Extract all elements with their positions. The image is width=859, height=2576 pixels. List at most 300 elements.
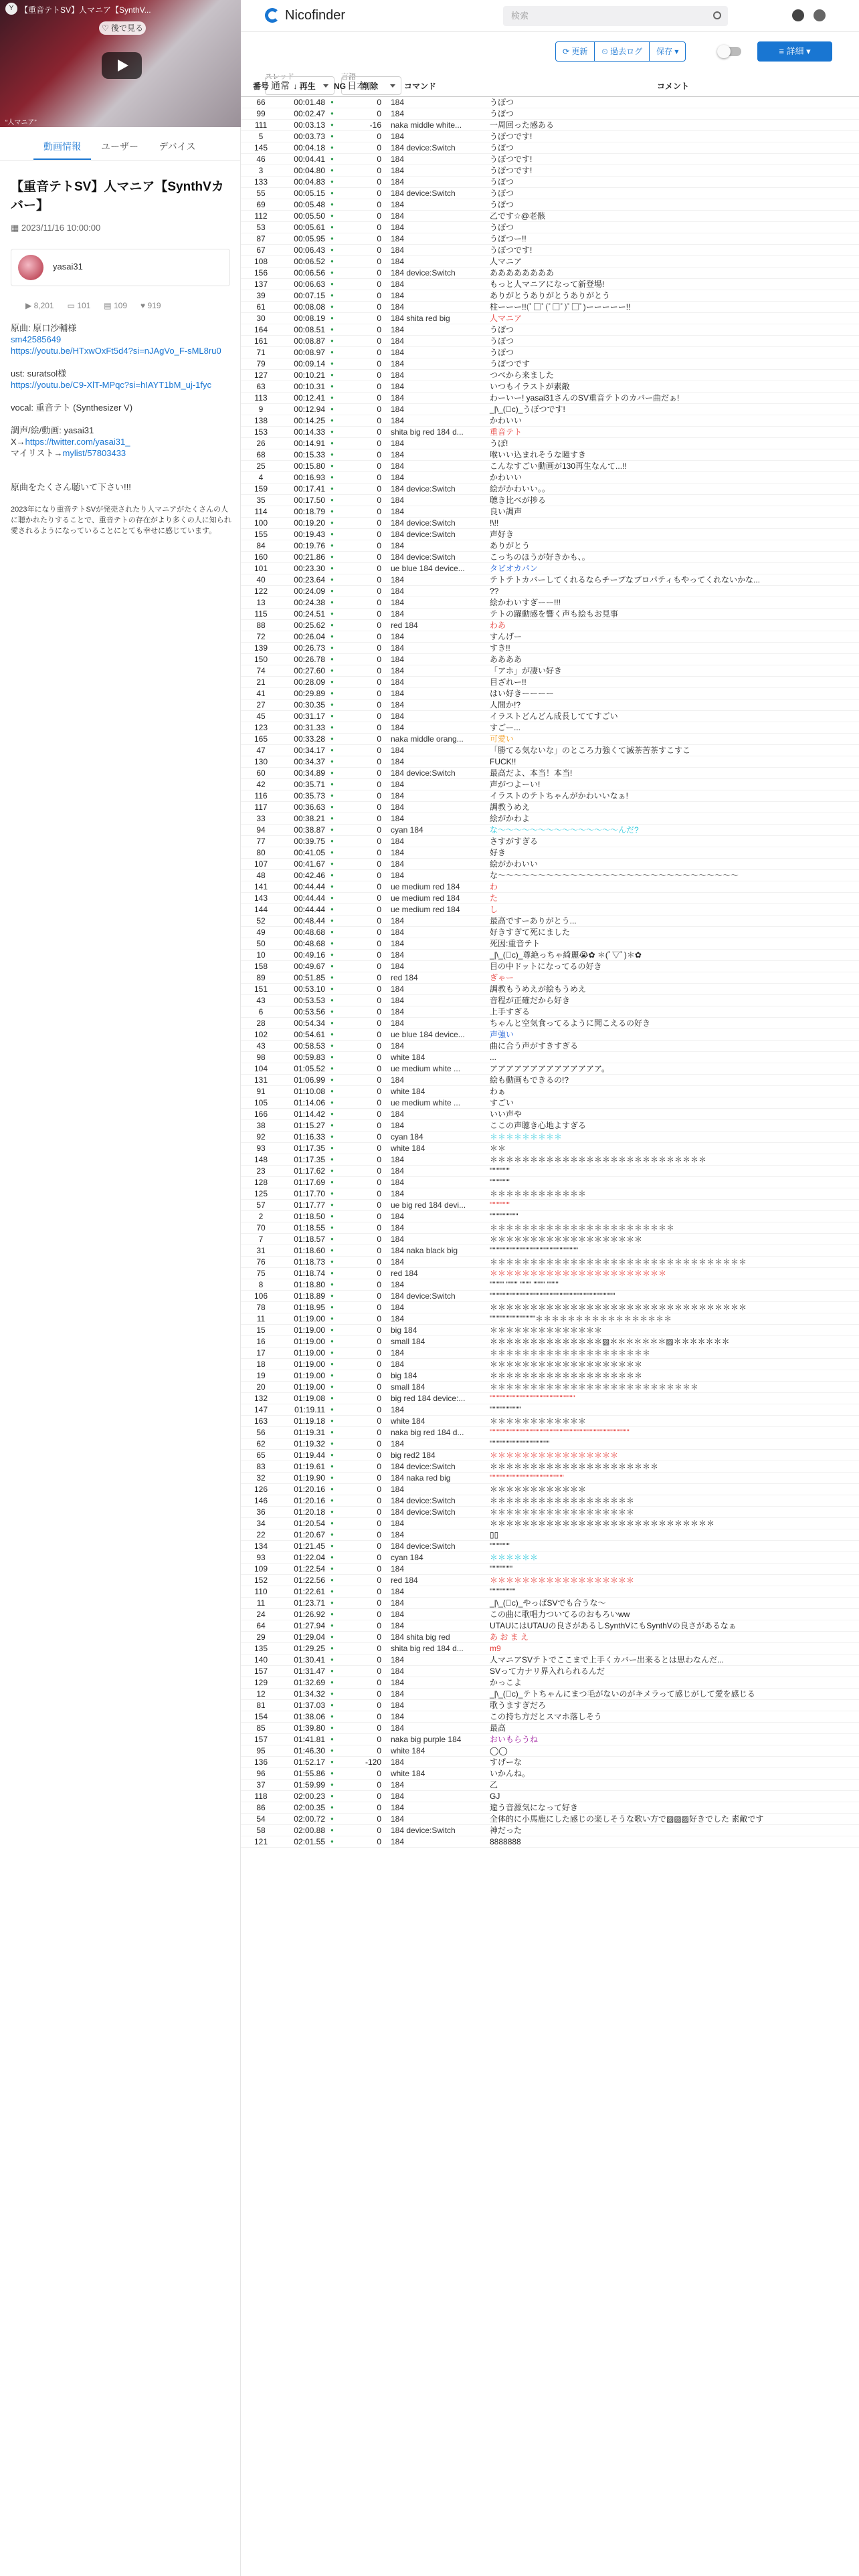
table-row[interactable] [241, 517, 859, 528]
row-delete-score: 0 [352, 1597, 388, 1608]
table-row[interactable] [241, 551, 859, 562]
table-row[interactable] [241, 540, 859, 551]
tab-user[interactable]: ユーザー [101, 141, 138, 152]
table-row[interactable] [241, 903, 859, 915]
row-comment: すんげー [487, 631, 859, 642]
table-row[interactable] [241, 653, 859, 665]
tab-device[interactable]: デバイス [159, 141, 196, 152]
table-row[interactable] [241, 858, 859, 869]
table-row[interactable] [241, 1813, 859, 1824]
row-ng-dot: ● [328, 312, 352, 324]
table-row[interactable] [241, 1074, 859, 1085]
col-comment[interactable]: コメント [487, 76, 859, 96]
col-delete[interactable]: 削除 [352, 76, 388, 96]
table-row[interactable] [241, 1790, 859, 1802]
row-playback-time: 01:19.61 [281, 1461, 328, 1472]
table-row[interactable] [241, 1358, 859, 1370]
row-playback-time: 01:37.03 [281, 1699, 328, 1711]
table-row[interactable] [241, 108, 859, 119]
table-row[interactable] [241, 1029, 859, 1040]
table-row[interactable] [241, 1392, 859, 1404]
table-row[interactable] [241, 1017, 859, 1029]
row-command: 184 [388, 1313, 487, 1324]
table-row[interactable] [241, 1404, 859, 1415]
table-row[interactable] [241, 1176, 859, 1188]
row-number: 165 [241, 733, 281, 744]
table-row[interactable] [241, 699, 859, 710]
table-row[interactable] [241, 165, 859, 176]
table-row[interactable] [241, 278, 859, 290]
row-delete-score: 0 [352, 915, 388, 926]
table-row[interactable] [241, 1495, 859, 1506]
table-row[interactable] [241, 915, 859, 926]
table-row[interactable] [241, 778, 859, 790]
table-row[interactable] [241, 1256, 859, 1267]
table-row[interactable] [241, 1426, 859, 1438]
table-row[interactable] [241, 824, 859, 835]
table-row[interactable] [241, 1688, 859, 1699]
table-row[interactable] [241, 153, 859, 165]
table-row[interactable] [241, 1620, 859, 1631]
table-row[interactable] [241, 483, 859, 494]
table-row[interactable] [241, 1097, 859, 1108]
table-row[interactable] [241, 142, 859, 153]
table-row[interactable] [241, 1438, 859, 1449]
row-playback-time: 00:30.35 [281, 699, 328, 710]
row-comment: 全体的に小馬鹿にした感じの楽しそうな歌い方で▨▨▨好きでした 素敵です [487, 1813, 859, 1824]
row-ng-dot: ● [328, 165, 352, 176]
refresh-button[interactable]: ⟳ 更新 [556, 42, 595, 61]
table-row[interactable] [241, 130, 859, 142]
row-command: 184 [388, 722, 487, 733]
row-number: 69 [241, 199, 281, 210]
table-row[interactable] [241, 267, 859, 278]
table-row[interactable] [241, 972, 859, 983]
table-row[interactable] [241, 1290, 859, 1301]
row-ng-dot: ● [328, 540, 352, 551]
row-comment: な〜〜〜〜〜〜〜〜〜〜〜〜〜〜〜んだ? [487, 824, 859, 835]
table-row[interactable] [241, 1165, 859, 1176]
row-playback-time: 01:39.80 [281, 1722, 328, 1733]
table-row[interactable] [241, 1370, 859, 1381]
row-command: 184 [388, 1347, 487, 1358]
row-number: 71 [241, 346, 281, 358]
desc-link[interactable]: https://youtu.be/HTxwOxFt5d4?si=nJAgVo_F-sML8ru0 [11, 346, 221, 356]
table-row[interactable] [241, 949, 859, 960]
thread-select[interactable]: 通常 [265, 76, 335, 95]
table-row[interactable] [241, 449, 859, 460]
table-row[interactable] [241, 631, 859, 642]
search-input[interactable]: 検索 [503, 6, 728, 26]
logo-icon[interactable] [265, 8, 280, 23]
table-row[interactable] [241, 176, 859, 187]
table-row[interactable] [241, 813, 859, 824]
row-ng-dot: ● [328, 1040, 352, 1051]
row-number: 166 [241, 1108, 281, 1119]
table-row[interactable] [241, 1245, 859, 1256]
row-playback-time: 00:48.44 [281, 915, 328, 926]
table-row[interactable] [241, 1131, 859, 1142]
row-number: 114 [241, 506, 281, 517]
table-row[interactable] [241, 255, 859, 267]
row-comment: ＊＊＊＊＊＊＊＊＊＊＊＊＊＊＊＊＊＊＊ [487, 1233, 859, 1245]
desc-link[interactable]: sm42585649 [11, 334, 62, 344]
table-row[interactable] [241, 210, 859, 221]
table-row[interactable] [241, 585, 859, 597]
table-row[interactable] [241, 494, 859, 506]
row-delete-score: 0 [352, 869, 388, 881]
table-row[interactable] [241, 722, 859, 733]
theme-icon[interactable] [814, 9, 826, 21]
table-row[interactable] [241, 1267, 859, 1279]
table-row[interactable] [241, 1563, 859, 1574]
row-playback-time: 01:19.00 [281, 1358, 328, 1370]
row-delete-score: 0 [352, 1654, 388, 1665]
row-playback-time: 00:04.41 [281, 153, 328, 165]
table-row[interactable] [241, 119, 859, 130]
row-number: 57 [241, 1199, 281, 1210]
row-ng-dot: ● [328, 881, 352, 892]
table-row[interactable] [241, 244, 859, 255]
table-row[interactable] [241, 1586, 859, 1597]
table-row[interactable] [241, 1733, 859, 1745]
table-row[interactable] [241, 801, 859, 813]
row-ng-dot: ● [328, 1017, 352, 1029]
table-row[interactable] [241, 1301, 859, 1313]
row-command: 184 [388, 1790, 487, 1802]
table-row[interactable] [241, 1210, 859, 1222]
table-row[interactable] [241, 324, 859, 335]
table-row[interactable] [241, 1540, 859, 1551]
table-row[interactable] [241, 1767, 859, 1779]
col-playback[interactable]: ↓ 再生 [281, 76, 328, 96]
table-row[interactable] [241, 369, 859, 381]
row-delete-score: 0 [352, 665, 388, 676]
table-row[interactable] [241, 1233, 859, 1245]
table-row[interactable] [241, 1836, 859, 1847]
col-ng[interactable]: NG [328, 76, 352, 96]
row-delete-score: 0 [352, 267, 388, 278]
table-row[interactable] [241, 1142, 859, 1154]
col-number[interactable]: 番号 [241, 76, 281, 96]
row-command: 184 [388, 199, 487, 210]
row-playback-time: 00:28.09 [281, 676, 328, 687]
row-ng-dot: ● [328, 551, 352, 562]
table-row[interactable] [241, 187, 859, 199]
table-row[interactable] [241, 1551, 859, 1563]
table-row[interactable] [241, 1574, 859, 1586]
table-row[interactable] [241, 938, 859, 949]
table-row[interactable] [241, 1529, 859, 1540]
table-row[interactable] [241, 1722, 859, 1733]
video-description [11, 322, 231, 536]
row-playback-time: 01:19.11 [281, 1404, 328, 1415]
table-row[interactable] [241, 460, 859, 471]
table-row[interactable] [241, 415, 859, 426]
table-row[interactable] [241, 1608, 859, 1620]
row-ng-dot: ● [328, 1290, 352, 1301]
desc-link[interactable]: https://twitter.com/yasai31_ [25, 437, 130, 447]
table-row[interactable] [241, 1665, 859, 1677]
table-row[interactable] [241, 1108, 859, 1119]
table-row[interactable] [241, 1745, 859, 1756]
row-delete-score: 0 [352, 290, 388, 301]
row-command: 184 [388, 1074, 487, 1085]
table-row[interactable] [241, 665, 859, 676]
table-row[interactable] [241, 1631, 859, 1642]
row-comment: すごい [487, 1097, 859, 1108]
desc-link[interactable]: mylist/57803433 [62, 448, 126, 458]
row-delete-score: 0 [352, 813, 388, 824]
row-playback-time: 00:33.28 [281, 733, 328, 744]
row-ng-dot: ● [328, 267, 352, 278]
table-row[interactable] [241, 1415, 859, 1426]
table-row[interactable] [241, 1802, 859, 1813]
video-thumbnail[interactable] [0, 0, 241, 127]
table-row[interactable] [241, 892, 859, 903]
table-row[interactable] [241, 574, 859, 585]
desc-link[interactable]: https://youtu.be/C9-XlT-MPqc?si=hIAYT1bM_uj-1fyc [11, 380, 211, 390]
table-row[interactable] [241, 1461, 859, 1472]
table-row[interactable] [241, 1324, 859, 1335]
row-command: 184 [388, 744, 487, 756]
table-row[interactable] [241, 1040, 859, 1051]
table-row[interactable] [241, 1279, 859, 1290]
table-row[interactable] [241, 926, 859, 938]
row-playback-time: 00:25.62 [281, 619, 328, 631]
view-count: ▶ 8,201 [25, 301, 54, 310]
table-row[interactable] [241, 847, 859, 858]
table-row[interactable] [241, 642, 859, 653]
table-row[interactable] [241, 1154, 859, 1165]
desc-line: マイリスト→mylist/57803433 [11, 448, 126, 458]
row-delete-score: 0 [352, 562, 388, 574]
row-delete-score: 0 [352, 790, 388, 801]
table-row[interactable] [241, 744, 859, 756]
row-number: 74 [241, 665, 281, 676]
row-number: 148 [241, 1154, 281, 1165]
row-playback-time: 01:19.00 [281, 1313, 328, 1324]
app-name[interactable]: Nicofinder [285, 8, 346, 23]
table-row[interactable] [241, 1483, 859, 1495]
table-row[interactable] [241, 403, 859, 415]
table-row[interactable] [241, 1063, 859, 1074]
table-row[interactable] [241, 1677, 859, 1688]
table-row[interactable] [241, 1506, 859, 1517]
row-playback-time: 00:04.80 [281, 165, 328, 176]
table-row[interactable] [241, 1449, 859, 1461]
row-comment: タビオカパン [487, 562, 859, 574]
table-row[interactable] [241, 437, 859, 449]
row-playback-time: 01:59.99 [281, 1779, 328, 1790]
row-delete-score: 0 [352, 1097, 388, 1108]
table-row[interactable] [241, 1756, 859, 1767]
table-row[interactable] [241, 710, 859, 722]
row-comment: 人マニアSVテトでここまで上手くカバー出来るとは思わなんだ... [487, 1654, 859, 1665]
table-row[interactable] [241, 1006, 859, 1017]
like-count: ♥ 919 [140, 301, 161, 310]
language-select[interactable]: 日本 [341, 76, 401, 95]
display-toggle[interactable] [719, 47, 741, 56]
table-row[interactable] [241, 1313, 859, 1324]
table-row[interactable] [241, 1711, 859, 1722]
table-row[interactable] [241, 426, 859, 437]
row-delete-score: 0 [352, 1074, 388, 1085]
table-row[interactable] [241, 597, 859, 608]
table-row[interactable] [241, 381, 859, 392]
table-row[interactable] [241, 1699, 859, 1711]
row-ng-dot: ● [328, 722, 352, 733]
row-number: 108 [241, 255, 281, 267]
save-button[interactable]: 保存 ▾ [656, 47, 679, 56]
row-number: 83 [241, 1461, 281, 1472]
table-row[interactable] [241, 471, 859, 483]
table-row[interactable] [241, 335, 859, 346]
table-row[interactable] [241, 301, 859, 312]
table-row[interactable] [241, 1051, 859, 1063]
table-row[interactable] [241, 619, 859, 631]
table-row[interactable] [241, 756, 859, 767]
row-playback-time: 00:04.83 [281, 176, 328, 187]
play-icon[interactable] [102, 52, 142, 79]
table-row[interactable] [241, 1472, 859, 1483]
row-playback-time: 00:06.52 [281, 255, 328, 267]
table-row[interactable] [241, 233, 859, 244]
table-row[interactable] [241, 676, 859, 687]
row-number: 72 [241, 631, 281, 642]
table-row[interactable] [241, 1119, 859, 1131]
table-row[interactable] [241, 528, 859, 540]
table-row[interactable] [241, 1654, 859, 1665]
row-command: white 184 [388, 1051, 487, 1063]
row-command: 184 [388, 676, 487, 687]
row-command: 184 [388, 847, 487, 858]
row-playback-time: 00:04.18 [281, 142, 328, 153]
table-row[interactable] [241, 1085, 859, 1097]
row-ng-dot: ● [328, 653, 352, 665]
table-row[interactable] [241, 392, 859, 403]
row-playback-time: 00:24.09 [281, 585, 328, 597]
row-playback-time: 02:00.72 [281, 1813, 328, 1824]
tab-video-info[interactable]: 動画情報 [33, 134, 91, 160]
row-delete-score: 0 [352, 210, 388, 221]
table-row[interactable] [241, 199, 859, 210]
table-row[interactable] [241, 562, 859, 574]
past-log-button[interactable]: ⏲ 過去ログ [595, 42, 650, 61]
table-row[interactable] [241, 506, 859, 517]
watch-later-button[interactable]: ♡ 後で見る [99, 21, 146, 35]
row-number: 28 [241, 1017, 281, 1029]
table-row[interactable] [241, 346, 859, 358]
row-comment: うぽつ [487, 142, 859, 153]
row-command: 184 [388, 415, 487, 426]
row-number: 122 [241, 585, 281, 597]
table-row[interactable] [241, 1335, 859, 1347]
table-row[interactable] [241, 767, 859, 778]
row-number: 128 [241, 1176, 281, 1188]
table-row[interactable] [241, 1517, 859, 1529]
table-row[interactable] [241, 608, 859, 619]
row-ng-dot: ● [328, 1563, 352, 1574]
table-row[interactable] [241, 869, 859, 881]
mylist-count: ▤ 109 [104, 301, 127, 310]
table-row[interactable] [241, 290, 859, 301]
row-number: 53 [241, 221, 281, 233]
row-number: 79 [241, 358, 281, 369]
row-number: 10 [241, 949, 281, 960]
table-row[interactable] [241, 358, 859, 369]
row-playback-time: 01:05.52 [281, 1063, 328, 1074]
row-delete-score: 0 [352, 1551, 388, 1563]
row-comment: テトの躍動感を響く声も絵もお見事 [487, 608, 859, 619]
row-comment: """"""""""""""""""""" [487, 1438, 859, 1449]
row-playback-time: 00:10.21 [281, 369, 328, 381]
row-command: 184 [388, 1677, 487, 1688]
table-row[interactable] [241, 1597, 859, 1608]
table-row[interactable] [241, 960, 859, 972]
table-row[interactable] [241, 221, 859, 233]
row-command: 184 [388, 358, 487, 369]
row-delete-score: 0 [352, 835, 388, 847]
row-ng-dot: ● [328, 426, 352, 437]
row-ng-dot: ● [328, 1790, 352, 1802]
table-row[interactable] [241, 1824, 859, 1836]
user-card[interactable] [11, 249, 230, 286]
table-row[interactable] [241, 1779, 859, 1790]
table-row[interactable] [241, 687, 859, 699]
row-command: 184 device:Switch [388, 551, 487, 562]
row-command: 184 [388, 1836, 487, 1847]
row-comment: はい好きーーーー [487, 687, 859, 699]
row-number: 104 [241, 1063, 281, 1074]
row-delete-score: 0 [352, 1154, 388, 1165]
row-comment: 「アホ」が凄い好き [487, 665, 859, 676]
table-row[interactable] [241, 312, 859, 324]
row-comment: !\!! [487, 517, 859, 528]
col-command[interactable]: コマンド [388, 76, 487, 96]
table-row[interactable] [241, 1222, 859, 1233]
row-comment: 神だった [487, 1824, 859, 1836]
table-row[interactable] [241, 835, 859, 847]
table-row[interactable] [241, 1347, 859, 1358]
row-ng-dot: ● [328, 130, 352, 142]
table-row[interactable] [241, 1188, 859, 1199]
row-playback-time: 00:23.30 [281, 562, 328, 574]
row-number: 106 [241, 1290, 281, 1301]
detail-button[interactable]: ≡ 詳細 ▾ [757, 41, 832, 62]
table-row[interactable] [241, 1199, 859, 1210]
info-icon[interactable] [792, 9, 804, 21]
row-number: 144 [241, 903, 281, 915]
row-comment: SVって力ナリ界入れられるんだ [487, 1665, 859, 1677]
row-delete-score: 0 [352, 1188, 388, 1199]
table-row[interactable] [241, 983, 859, 994]
table-row[interactable] [241, 96, 859, 108]
table-row[interactable] [241, 881, 859, 892]
row-comment: ＊＊＊＊＊＊ [487, 1551, 859, 1563]
table-row[interactable] [241, 790, 859, 801]
row-comment: 人マニア [487, 312, 859, 324]
row-comment: ありがとうありがとうありがとう [487, 290, 859, 301]
table-row[interactable] [241, 733, 859, 744]
row-number: 153 [241, 426, 281, 437]
table-row[interactable] [241, 994, 859, 1006]
table-row[interactable] [241, 1381, 859, 1392]
row-command: 184 device:Switch [388, 483, 487, 494]
row-ng-dot: ● [328, 1131, 352, 1142]
row-command: 184 [388, 460, 487, 471]
table-row[interactable] [241, 1642, 859, 1654]
